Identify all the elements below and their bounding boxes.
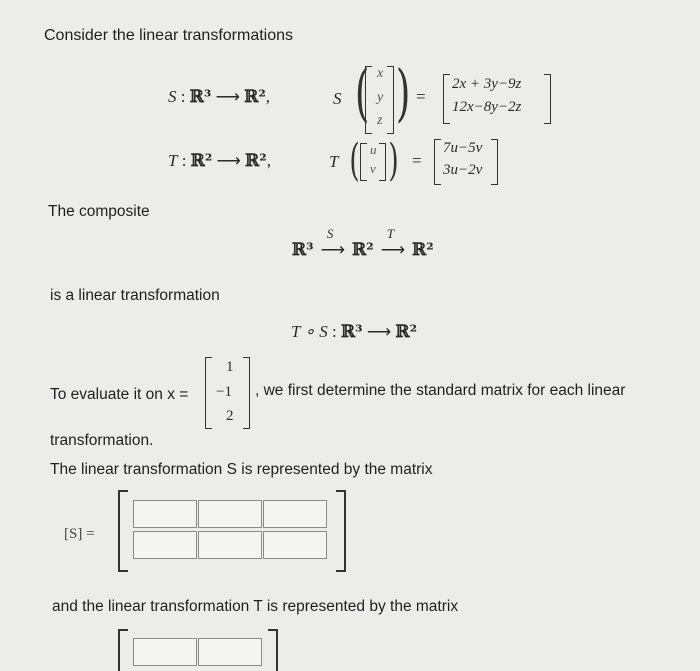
s-matrix-bracket-left xyxy=(118,490,128,572)
chain-r2-b: ℝ² xyxy=(412,240,434,260)
x-vector-bracket-right xyxy=(243,357,250,429)
chain-arrow-s: S ⟶ xyxy=(320,226,346,259)
s-matrix-cell-2-3[interactable] xyxy=(263,531,327,559)
chain-r3: ℝ³ xyxy=(292,240,314,260)
t-close-paren: ) xyxy=(388,135,399,186)
s-output-row-1: 2x + 3y−9z xyxy=(452,76,522,92)
composition-mapping: T ∘ S : ℝ³ ⟶ ℝ² xyxy=(291,322,418,342)
evaluate-continuation: transformation. xyxy=(50,432,154,449)
arrow-icon: ⟶ xyxy=(216,151,241,170)
s-output-row-2: 12x−8y−2z xyxy=(452,99,522,115)
chain-t-label: T xyxy=(386,226,395,241)
linear-label: is a linear transformation xyxy=(50,287,220,304)
s-matrix-bracket-right xyxy=(336,490,346,572)
s-open-paren: ( xyxy=(354,56,370,129)
evaluate-prefix: To evaluate it on x = xyxy=(50,386,189,403)
s-domain: ℝ³ xyxy=(189,87,212,107)
s-output-bracket-right xyxy=(544,74,551,124)
composition-codomain: ℝ² xyxy=(395,322,418,342)
chain-s-label: S xyxy=(326,226,334,241)
s-codomain: ℝ² xyxy=(244,87,266,107)
s-matrix-cell-2-2[interactable] xyxy=(198,531,262,559)
s-mapping: S : ℝ³ ⟶ ℝ², xyxy=(168,87,271,107)
s-equals: = xyxy=(416,87,426,106)
t-matrix-text: and the linear transformation T is represented by the matrix xyxy=(52,598,459,615)
t-function-symbol: T xyxy=(329,152,339,171)
t-symbol: T xyxy=(168,151,178,170)
s-matrix-text: The linear transformation S is represented by the matrix xyxy=(50,461,433,478)
t-equals: = xyxy=(412,151,422,170)
composition-domain: ℝ³ xyxy=(341,322,363,342)
chain-arrow-t: T ⟶ xyxy=(380,226,406,259)
s-vector-bracket-left xyxy=(365,66,372,134)
s-matrix-label: [S] = xyxy=(64,526,95,542)
s-vector-y: y xyxy=(377,90,384,105)
t-output-bracket-right xyxy=(491,139,498,185)
composition-expr: T ∘ S xyxy=(291,322,328,341)
s-output-bracket-left xyxy=(443,74,450,124)
t-matrix-bracket-right xyxy=(268,629,278,671)
t-output-row-2: 3u−2v xyxy=(443,162,483,178)
t-output-bracket-left xyxy=(434,139,441,185)
composite-chain xyxy=(292,226,434,260)
s-matrix-cell-1-1[interactable] xyxy=(133,500,197,528)
s-vector-z: z xyxy=(377,113,383,128)
evaluate-suffix: , we first determine the standard matrix for each linear xyxy=(255,382,626,399)
chain-r2-a: ℝ² xyxy=(352,240,374,260)
t-vector-bracket-left xyxy=(360,143,367,181)
s-symbol: S xyxy=(168,87,177,106)
s-matrix-cell-2-1[interactable] xyxy=(133,531,197,559)
x-vector-2: −1 xyxy=(216,384,232,400)
t-matrix-bracket-left xyxy=(118,629,128,671)
s-vector-x: x xyxy=(377,66,384,81)
t-vector-bracket-right xyxy=(379,143,386,181)
t-vector-u: u xyxy=(370,142,377,157)
s-vector-bracket-right xyxy=(387,66,394,134)
arrow-icon: ⟶ xyxy=(215,87,240,106)
x-vector-1: 1 xyxy=(226,359,234,375)
t-mapping: T : ℝ² ⟶ ℝ², xyxy=(168,151,271,171)
composite-label: The composite xyxy=(48,203,150,220)
s-close-paren: ) xyxy=(395,56,411,129)
arrow-icon: ⟶ xyxy=(366,322,392,341)
s-function-symbol: S xyxy=(333,89,342,108)
s-matrix-cell-1-2[interactable] xyxy=(198,500,262,528)
t-vector-v: v xyxy=(370,161,376,176)
s-matrix-cell-1-3[interactable] xyxy=(263,500,327,528)
t-output-row-1: 7u−5v xyxy=(443,140,483,156)
t-open-paren: ( xyxy=(349,135,360,186)
intro-text: Consider the linear transformations xyxy=(44,27,294,44)
t-codomain: ℝ² xyxy=(245,151,267,171)
x-vector-3: 2 xyxy=(226,408,234,424)
x-vector-bracket-left xyxy=(205,357,212,429)
t-domain: ℝ² xyxy=(190,151,213,171)
